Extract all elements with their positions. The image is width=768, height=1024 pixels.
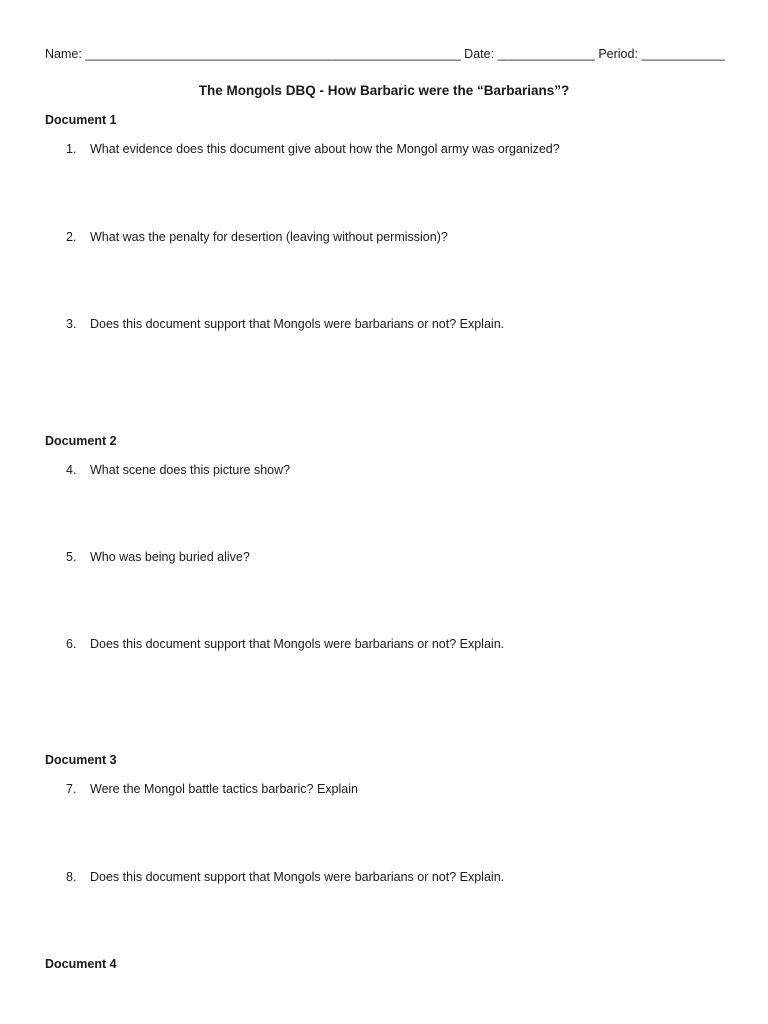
question-item (66, 317, 504, 331)
question-text: Does this document support that Mongols were barbarians or not? Explain. (90, 317, 505, 331)
document-heading: Document 4 (45, 957, 117, 971)
question-item (66, 230, 448, 244)
question-item (66, 463, 290, 477)
document-heading: Document 3 (45, 753, 117, 767)
question-text: What scene does this picture show? (90, 463, 291, 477)
question-text: Does this document support that Mongols were barbarians or not? Explain. (90, 870, 505, 884)
question-number: 3. (66, 317, 77, 331)
question-item (66, 550, 250, 564)
question-item (66, 637, 504, 651)
question-text: What evidence does this document give about how the Mongol army was organized? (90, 142, 560, 156)
question-item (66, 870, 504, 884)
question-number: 6. (66, 637, 77, 651)
question-text: Does this document support that Mongols were barbarians or not? Explain. (90, 637, 505, 651)
question-text: Who was being buried alive? (90, 550, 250, 564)
question-number: 2. (66, 230, 77, 244)
question-number: 4. (66, 463, 77, 477)
student-info-line: Name: ______________________________________________________ Date: ______________ Period: ____________ (45, 47, 725, 61)
question-item (66, 782, 358, 796)
question-text: What was the penalty for desertion (leaving without permission)? (90, 230, 448, 244)
question-number: 7. (66, 782, 77, 796)
question-number: 5. (66, 550, 77, 564)
question-number: 8. (66, 870, 77, 884)
document-heading: Document 1 (45, 113, 117, 127)
page-title: The Mongols DBQ - How Barbaric were the “Barbarians”? (198, 83, 570, 98)
question-item (66, 142, 560, 156)
document-heading: Document 2 (45, 434, 117, 448)
question-number: 1. (66, 142, 77, 156)
question-text: Were the Mongol battle tactics barbaric? Explain (90, 782, 358, 796)
